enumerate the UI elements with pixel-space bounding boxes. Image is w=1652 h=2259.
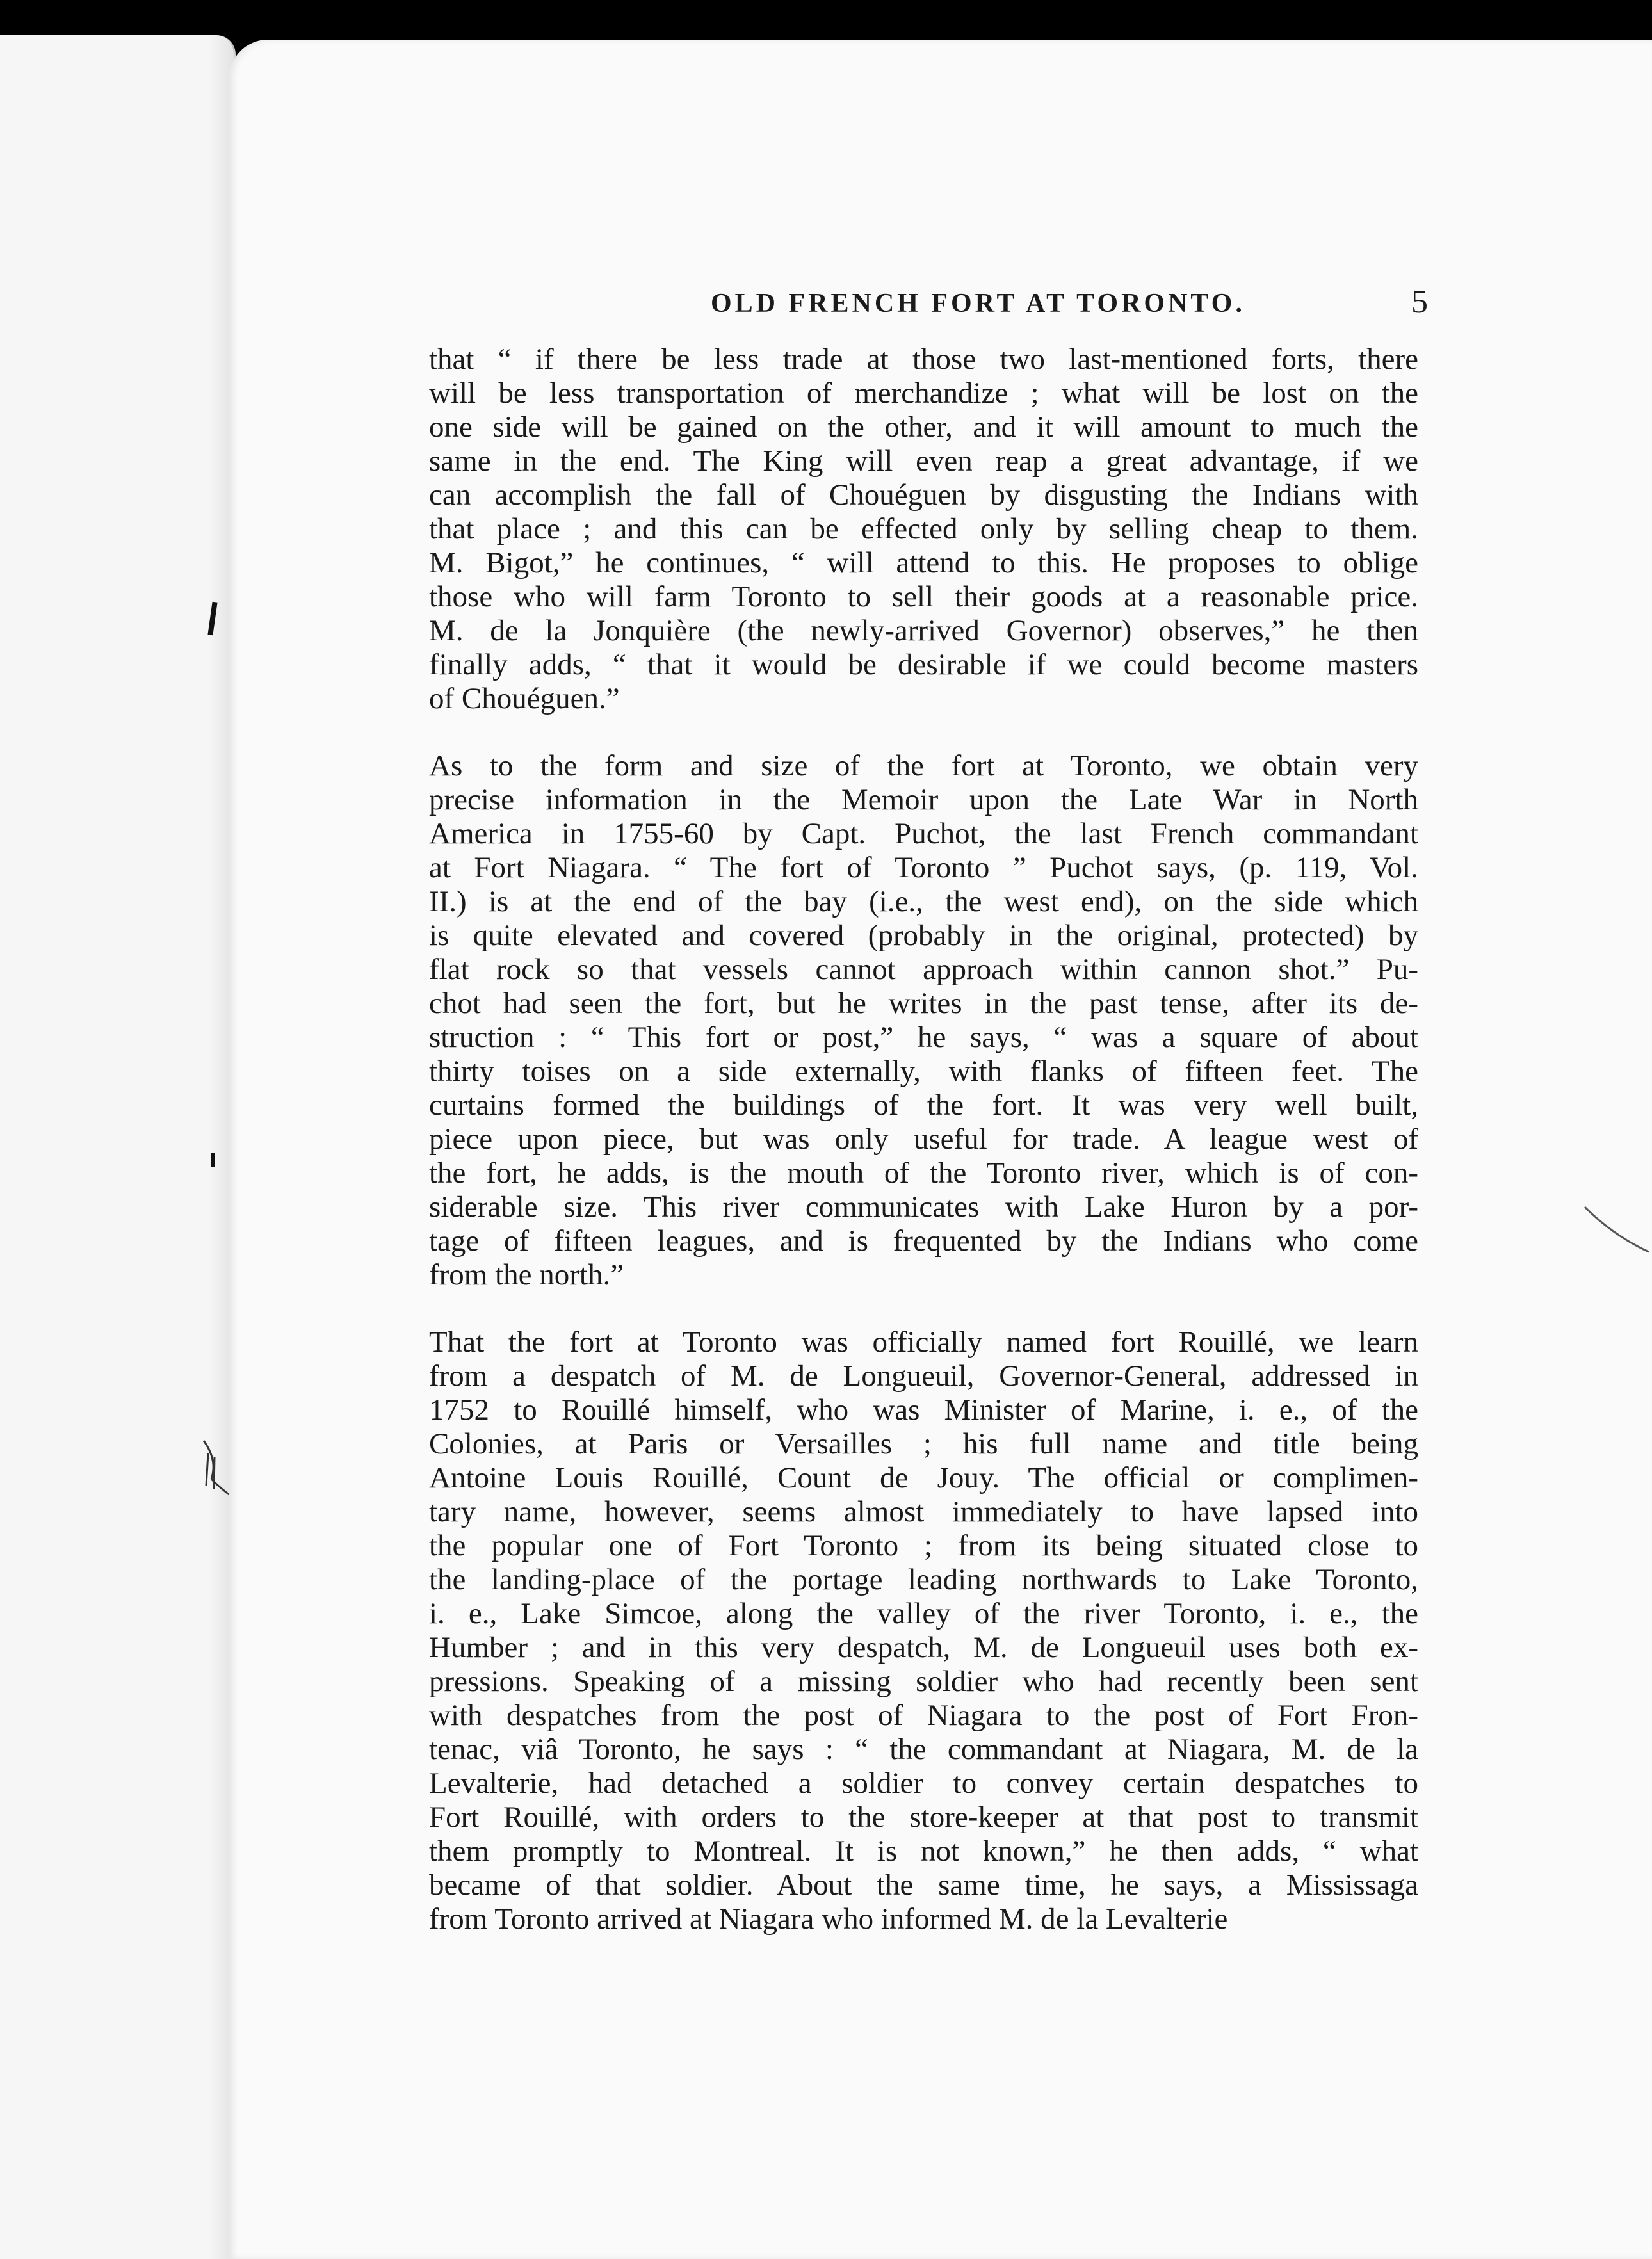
- text-line: siderable size. This river communicates with Lake Huron by a por-: [429, 1190, 1418, 1224]
- text-line: Antoine Louis Rouillé, Count de Jouy. The official or complimen-: [429, 1461, 1418, 1494]
- text-line: from Toronto arrived at Niagara who informed M. de la Levalterie: [429, 1902, 1228, 1936]
- text-line: chot had seen the fort, but he writes in the past tense, after its de-: [429, 987, 1418, 1020]
- text-line: them promptly to Montreal. It is not known,” he then adds, “ what: [429, 1834, 1418, 1868]
- text-line: is quite elevated and covered (probably in the original, protected) by: [429, 919, 1418, 952]
- paragraph-gap: [429, 716, 1418, 749]
- text-line: pressions. Speaking of a missing soldier who had recently been sent: [429, 1665, 1418, 1698]
- body-text: [429, 343, 1418, 1936]
- text-line: that “ if there be less trade at those two last-mentioned forts, there: [429, 343, 1418, 376]
- text-line: tary name, however, seems almost immediately to have lapsed into: [429, 1495, 1418, 1528]
- text-line: one side will be gained on the other, and it will amount to much the: [429, 410, 1418, 444]
- text-line: 1752 to Rouillé himself, who was Minister of Marine, i. e., of the: [429, 1393, 1418, 1427]
- text-line: with despatches from the post of Niagara to the post of Fort Fron-: [429, 1699, 1418, 1732]
- text-line: same in the end. The King will even reap a great advantage, if we: [429, 444, 1418, 478]
- text-line: that place ; and this can be effected only by selling cheap to them.: [429, 512, 1418, 546]
- text-line: curtains formed the buildings of the fort. It was very well built,: [429, 1089, 1418, 1122]
- text-line: That the fort at Toronto was officially named fort Rouillé, we learn: [429, 1325, 1418, 1359]
- previous-page-edge: [0, 35, 236, 2259]
- text-line: of Chouéguen.”: [429, 682, 620, 715]
- text-line: can accomplish the fall of Chouéguen by disgusting the Indians with: [429, 478, 1418, 512]
- text-line: the popular one of Fort Toronto ; from its being situated close to: [429, 1529, 1418, 1562]
- text-line: i. e., Lake Simcoe, along the valley of the river Toronto, i. e., the: [429, 1597, 1418, 1630]
- text-line: from a despatch of M. de Longueuil, Governor-General, addressed in: [429, 1359, 1418, 1393]
- page-header: [711, 284, 1434, 327]
- text-line: tenac, viâ Toronto, he says : “ the commandant at Niagara, M. de la: [429, 1733, 1418, 1766]
- text-line: America in 1755-60 by Capt. Puchot, the last French commandant: [429, 817, 1418, 850]
- text-line: flat rock so that vessels cannot approach within cannon shot.” Pu-: [429, 953, 1418, 986]
- text-line: finally adds, “ that it would be desirable if we could become masters: [429, 648, 1418, 681]
- text-line: thirty toises on a side externally, with flanks of fifteen feet. The: [429, 1055, 1418, 1088]
- text-line: tage of fifteen leagues, and is frequented by the Indians who come: [429, 1224, 1418, 1258]
- text-line: the fort, he adds, is the mouth of the Toronto river, which is of con-: [429, 1156, 1418, 1190]
- text-line: from the north.”: [429, 1258, 624, 1291]
- page-number: 5: [1411, 284, 1428, 320]
- text-line: became of that soldier. About the same time, he says, a Mississaga: [429, 1868, 1418, 1902]
- text-line: M. de la Jonquière (the newly-arrived Governor) observes,” he then: [429, 614, 1418, 647]
- paragraph-gap: [429, 1292, 1418, 1325]
- binding-mark: [211, 1153, 215, 1167]
- paragraph: [429, 749, 1418, 1292]
- text-line: Levalterie, had detached a soldier to convey certain despatches to: [429, 1767, 1418, 1800]
- text-line: Fort Rouillé, with orders to the store-keeper at that post to transmit: [429, 1801, 1418, 1834]
- text-line: precise information in the Memoir upon the Late War in North: [429, 783, 1418, 816]
- paragraph: [429, 343, 1418, 716]
- text-line: the landing-place of the portage leading northwards to Lake Toronto,: [429, 1563, 1418, 1596]
- text-line: struction : “ This fort or post,” he says, “ was a square of about: [429, 1021, 1418, 1054]
- paragraph: [429, 1325, 1418, 1936]
- text-line: As to the form and size of the fort at Toronto, we obtain very: [429, 749, 1418, 782]
- text-line: those who will farm Toronto to sell their goods at a reasonable price.: [429, 580, 1418, 613]
- text-line: piece upon piece, but was only useful for trade. A league west of: [429, 1122, 1418, 1156]
- text-line: II.) is at the end of the bay (i.e., the west end), on the side which: [429, 885, 1418, 918]
- text-line: will be less transportation of merchandize ; what will be lost on the: [429, 376, 1418, 410]
- text-line: Humber ; and in this very despatch, M. de Longueuil uses both ex-: [429, 1631, 1418, 1664]
- text-line: Colonies, at Paris or Versailles ; his full name and title being: [429, 1427, 1418, 1461]
- running-title: OLD FRENCH FORT AT TORONTO.: [711, 289, 1245, 318]
- text-line: M. Bigot,” he continues, “ will attend to this. He proposes to oblige: [429, 546, 1418, 579]
- text-line: at Fort Niagara. “ The fort of Toronto ” Puchot says, (p. 119, Vol.: [429, 851, 1418, 884]
- page-crease: [1582, 1204, 1652, 1274]
